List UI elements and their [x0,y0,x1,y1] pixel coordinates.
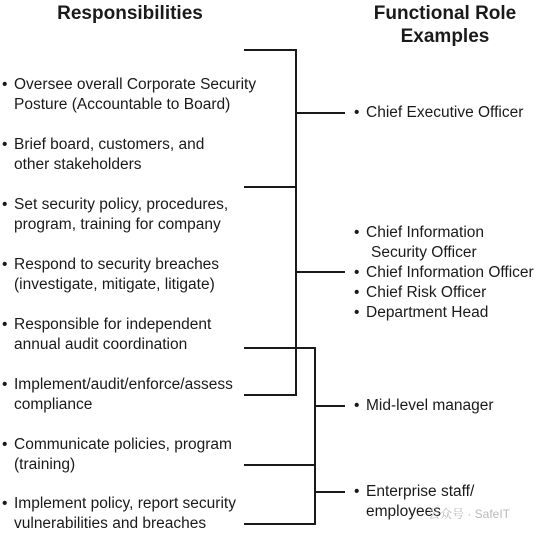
bracket-executive [244,50,296,187]
role-mid-level-manager: • Mid-level manager [354,397,494,414]
role-chief-information-security-officer: Chief Information [366,224,485,241]
bracket-information-officers [244,187,296,395]
responsibility-item: • Implement policy, report security vulnerabilities and breaches [2,495,236,532]
responsibility-item: • Set security policy, procedures, program, training for company [2,196,229,233]
responsibility-item: • Respond to security breaches (investigate, mitigate, litigate) [2,256,220,293]
functional-role-header-line-1: Functional Role [373,3,517,24]
watermark: 公众号 · SafeIT [428,507,511,521]
bracket-mid-level [244,348,315,465]
responsibility-item: • Brief board, customers, and other stakeholders [2,136,205,173]
role-enterprise-staff: • Enterprise staff/ employees [354,483,475,520]
role-chief-executive-officer: • Chief Executive Officer [354,104,524,121]
responsibility-item: • Communicate policies, program (training) [2,436,232,473]
functional-role-header-line-2: Examples [400,26,490,47]
responsibility-item: • Oversee overall Corporate Security Posture (Accountable to Board) [2,76,257,113]
role-chief-risk-officer: Chief Risk Officer [366,284,487,301]
responsibility-item: • Implement/audit/enforce/assess compliance [2,376,233,413]
role-department-head: Department Head [366,304,489,321]
bracket-enterprise-staff [244,465,315,524]
role-chief-information-officer: Chief Information Officer [366,264,534,281]
responsibilities-header: Responsibilities [57,3,203,24]
responsibility-item: • Responsible for independent annual audit coordination [2,316,212,353]
role-group-information-officers: • Chief Information Security Officer • Chief Information Officer • Chief Risk Officer • Department Head [354,224,534,321]
